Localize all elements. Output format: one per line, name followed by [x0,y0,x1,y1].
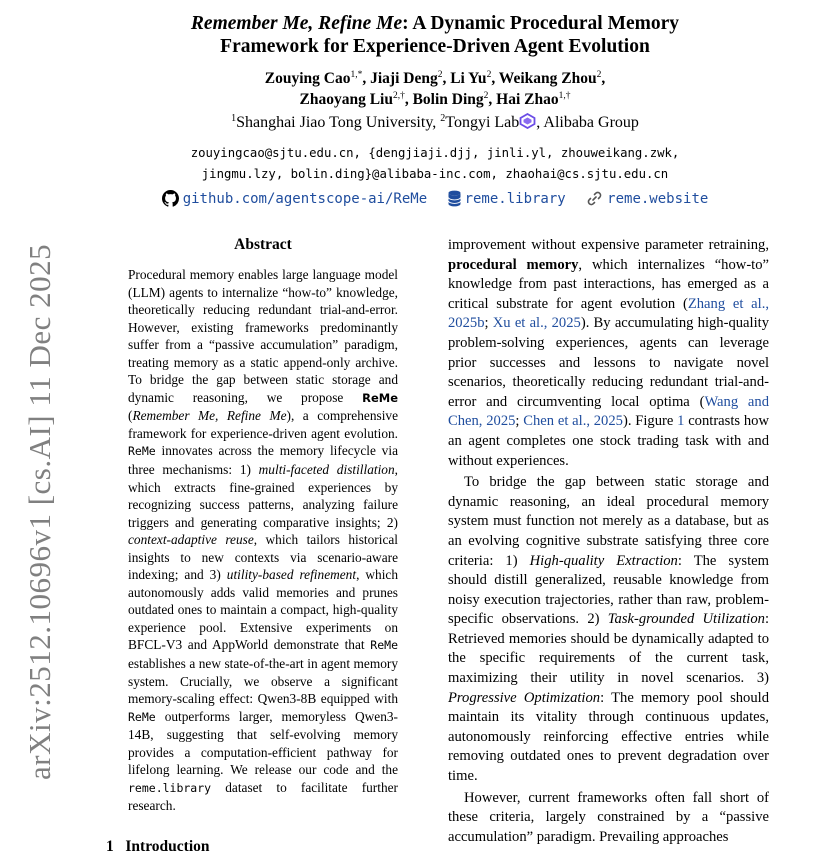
affiliations: $^1$Shanghai Jiao Tong University, $^2$Tongyi Lab , Alibaba Group [100,113,770,134]
resource-links [100,190,770,211]
arxiv-identifier: arXiv:2512.10696v1 [cs.AI] 11 Dec 2025 [22,243,57,780]
author: Zhaoyang Liu$^{2,\dagger}$, [299,91,413,108]
email-line: zouyingcao@sjtu.edu.cn, {dengjiaji.djj, jinli.yl, zhouweikang.zwk, [190,146,680,160]
email-line: jingmu.lzy, bolin.ding}@alibaba-inc.com, zhaohai@cs.sjtu.edu.cn [201,167,669,181]
body-paragraph: To bridge the gap between static storage and dynamic reasoning, an ideal procedural memory system must function not merely as a database, but as an evolving cognitive substrate satisfying three core criteria: 1) High-quality Extraction: The system should distill generalized, reusable knowledge from noisy execution trajectories, rather than raw, problem-specific observations. 2) Task-grounded Utilization: Retrieved memories should be dynamically adapted to the specific requirements of the current task, maximizing their utility in novel scenarios. 3) Progressive Optimization: The memory pool should maintain its vitality through continuous updates, autonomously reinforcing effective entries while removing outdated ones to prevent degradation over time. [448,474,770,785]
link-icon [586,190,603,207]
library-link-text: reme.library [464,190,566,207]
body-paragraph: However, current frameworks often fall short of these criteria, largely constrained by a “passive accumulation” paradigm. Prevailing approaches [448,789,769,845]
github-icon [162,190,179,207]
website-link-text: reme.website [607,190,709,207]
database-icon [448,190,461,207]
right-column-text [448,236,769,847]
author: Zouying Cao$^{1,*}$, [264,70,371,87]
author: Weikang Zhou$^2$, [498,70,606,87]
reme-name: ReMe [370,638,398,653]
author-list [100,68,770,110]
citation-link[interactable]: Wang and Chen, 2025 [448,393,769,430]
abstract-body [128,266,398,815]
body-paragraph: improvement without expensive parameter retraining, procedural memory, which internalizes “how-to” knowledge from past interactions, has emerged as a critical substrate for agent evolution (Zhang et al., 2025b; Xu et al., 2025). By accumulating high-quality problem-solving experiences, agents can leverage prior successes and lessons to navigate novel scenarios, theoretically reducing redundant trial-and-error and circumventing local optima (Wang and Chen, 2025; Chen et al., 2025). Figure 1 contrasts how an agent completes one stock trading task with and without experiences. [448,237,770,469]
dataset-name: reme.library [128,780,212,795]
citation-link[interactable]: Zhang et al., 2025b [448,295,770,332]
title-rest: : A Dynamic Procedural Memory [402,13,680,34]
title-italic: Remember Me, Refine Me [190,13,403,34]
figure-ref-link[interactable]: 1 [677,413,685,430]
author: Bolin Ding$^2$, [412,91,497,108]
author: Jiaji Deng$^2$, [370,70,451,87]
library-link[interactable] [448,190,566,207]
abstract-paragraph: Procedural memory enables large language model (LLM) agents to internalize “how-to” knowledge, theoretically reducing redundant trial-and-error. However, existing frameworks predominantly suffer from a “passive accumulation” paradigm, treating memory as a static append-only archive. To bridge the gap between static storage and dynamic reasoning, we propose ReMe (Remember Me, Refine Me), a comprehensive framework for experience-driven agent evolution. ReMe innovates across the memory lifecycle via three mechanisms: 1) multi-faceted distillation, which extracts fine-grained experiences by recognizing success patterns, analyzing failure triggers and generating comparative insights; 2) context-adaptive reuse, which tailors historical insights to new contexts via scenario-aware indexing; and 3) utility-based refinement, which autonomously adds valid memories and prunes outdated ones to maintain a compact, high-quality experience pool. Extensive experiments on BFCL-V3 and AppWorld demonstrate that ReMe establishes a new state-of-the-art in agent memory system. Crucially, we observe a significant memory-scaling effect: Qwen3-8B equipped with ReMe outperforms larger, memoryless Qwen3-14B, suggesting that self-evolving memory provides a computation-efficient pathway for lifelong learning. We release our code and the reme.library dataset to facilitate further research. [128,267,399,814]
section-heading: 1 Introduction [106,838,210,855]
reme-name: ReMe [128,444,156,459]
title-line2: Framework for Experience-Driven Agent Evolution [220,36,650,57]
citation-link[interactable]: Xu et al., 2025 [492,315,581,332]
reme-name: ReMe [128,709,156,724]
paper-title [100,12,770,58]
abstract-heading: Abstract [234,236,292,253]
tongyi-logo-icon [519,113,536,134]
author: Hai Zhao$^{1,\dagger}$ [496,91,571,108]
citation-link[interactable]: Chen et al., 2025 [523,413,623,430]
author-emails [100,143,770,185]
reme-name: ReMe [362,390,398,405]
github-link[interactable] [162,190,427,207]
github-link-text: github.com/agentscope-ai/ReMe [182,190,428,207]
website-link[interactable] [586,190,708,207]
author: Li Yu$^2$, [450,70,499,87]
